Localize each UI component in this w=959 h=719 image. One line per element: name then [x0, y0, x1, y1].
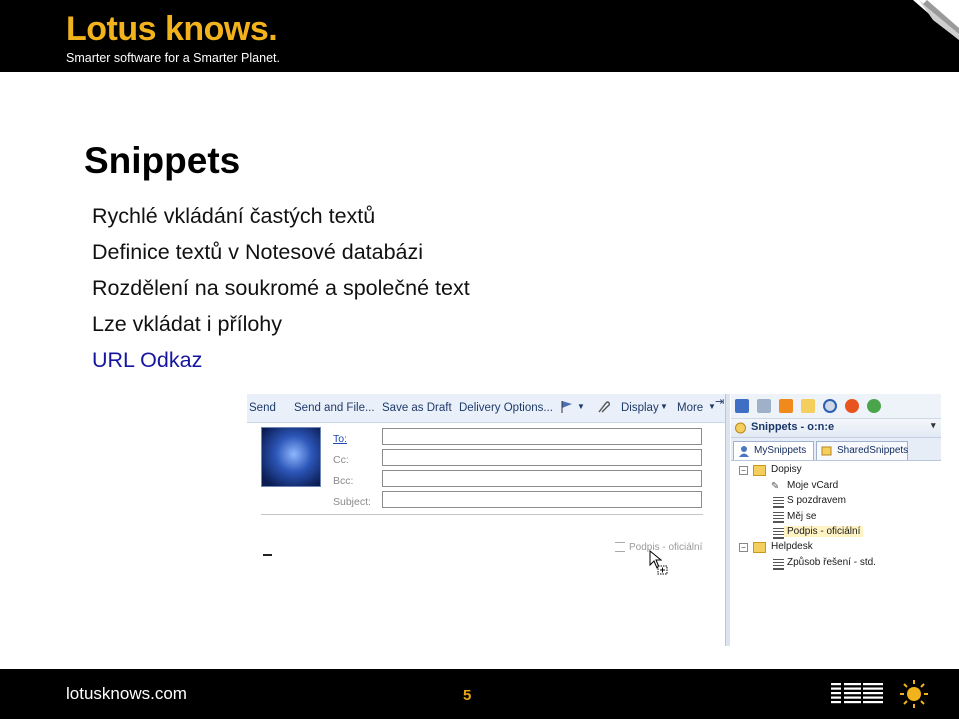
- folder-icon[interactable]: [801, 399, 815, 413]
- cc-field[interactable]: [382, 449, 702, 466]
- panel-title: Snippets - o:n:e: [751, 421, 835, 433]
- send-and-file-button[interactable]: Send and File...: [294, 402, 375, 414]
- sidebar-icon-bar: [731, 394, 941, 419]
- ibm-logo-icon: [831, 679, 883, 709]
- contacts-icon[interactable]: [735, 399, 749, 413]
- subject-label: Subject:: [333, 496, 371, 508]
- smarter-planet-icon: [894, 678, 934, 710]
- collapse-arrows-icon[interactable]: ⇥: [715, 396, 725, 408]
- snippets-panel: [731, 394, 941, 646]
- snippet-icon: [773, 512, 784, 523]
- footer-url: lotusknows.com: [66, 684, 187, 703]
- collapse-helpdesk-icon[interactable]: −: [739, 543, 748, 552]
- calendar-icon[interactable]: [757, 399, 771, 413]
- send-button[interactable]: Send: [249, 402, 276, 414]
- bullet-item: Rozdělení na soukromé a společné text: [92, 276, 470, 300]
- text-cursor: [263, 554, 272, 556]
- folder-icon: [753, 465, 766, 476]
- activity-icon[interactable]: [823, 399, 837, 413]
- paperclip-icon[interactable]: [595, 400, 611, 414]
- bcc-label: Bcc:: [333, 475, 354, 487]
- bcc-field[interactable]: [382, 470, 702, 487]
- header-separator: [261, 514, 703, 515]
- snippets-tabs: [731, 438, 941, 461]
- paperclip-icon: ✎: [771, 481, 780, 492]
- more-dropdown-icon[interactable]: ▼: [708, 402, 716, 411]
- bullet-list: [92, 198, 470, 378]
- tree-folder-helpdesk[interactable]: Helpdesk: [771, 541, 813, 552]
- display-button[interactable]: Display: [621, 402, 659, 414]
- cc-label: Cc:: [333, 454, 349, 466]
- tab-sharedsnippets[interactable]: [816, 441, 908, 460]
- tab-mysnippets-label: MySnippets: [754, 445, 807, 456]
- tree-item[interactable]: S pozdravem: [787, 495, 846, 506]
- panel-divider[interactable]: [725, 394, 730, 646]
- save-as-draft-button[interactable]: Save as Draft: [382, 402, 452, 414]
- more-button[interactable]: More: [677, 402, 704, 414]
- tagline: Smarter software for a Smarter Planet.: [66, 51, 280, 65]
- shared-icon: [821, 445, 833, 457]
- bullet-item: Lze vkládat i přílohy: [92, 312, 283, 336]
- header-band: [0, 0, 959, 72]
- panel-title-bar: [731, 419, 941, 438]
- snippet-icon: [773, 497, 784, 508]
- people-icon[interactable]: [867, 399, 881, 413]
- bullet-item: Rychlé vkládání častých textů: [92, 204, 376, 228]
- display-dropdown-icon[interactable]: ▼: [660, 402, 668, 411]
- tab-mysnippets[interactable]: [733, 441, 814, 460]
- notes-mail-screenshot: [247, 394, 941, 646]
- tree-item[interactable]: Způsob řešení - std.: [787, 557, 876, 568]
- tree-item-selected[interactable]: Podpis - oficiální: [784, 526, 863, 537]
- slide-title: Snippets: [84, 140, 241, 181]
- collapse-dopisy-icon[interactable]: −: [739, 466, 748, 475]
- snippets-icon: [734, 422, 747, 434]
- url-link[interactable]: URL Odkaz: [92, 348, 203, 372]
- tree-folder-dopisy[interactable]: Dopisy: [771, 464, 802, 475]
- feeds-icon[interactable]: [779, 399, 793, 413]
- to-label[interactable]: To:: [333, 433, 348, 445]
- folder-icon: [753, 542, 766, 553]
- snippet-icon: [773, 559, 784, 570]
- to-field[interactable]: [382, 428, 702, 445]
- tab-sharedsnippets-label: SharedSnippets: [837, 445, 909, 456]
- snippet-icon: [615, 542, 625, 552]
- page-number: 5: [463, 687, 472, 704]
- panel-menu-icon[interactable]: ▾: [931, 420, 936, 430]
- flag-dropdown-icon[interactable]: ▼: [577, 402, 585, 411]
- tree-item[interactable]: Měj se: [787, 511, 817, 522]
- footer-band: [0, 669, 959, 719]
- dragged-snippet-label: Podpis - oficiální: [629, 542, 703, 553]
- snippet-icon: [773, 528, 784, 539]
- drag-cursor-icon: [649, 550, 669, 576]
- lotus-knows-logo: Lotus knows.: [66, 10, 278, 48]
- bullet-item: Definice textů v Notesové databázi: [92, 240, 424, 264]
- sender-photo: [261, 427, 321, 487]
- delivery-options-button[interactable]: Delivery Options...: [459, 402, 553, 414]
- sametime-icon[interactable]: [845, 399, 859, 413]
- flag-icon[interactable]: [559, 400, 575, 414]
- mail-toolbar: [247, 394, 727, 423]
- tree-item[interactable]: Moje vCard: [787, 480, 839, 491]
- page-curl-icon: [913, 0, 959, 40]
- user-icon: [738, 445, 750, 457]
- subject-field[interactable]: [382, 491, 702, 508]
